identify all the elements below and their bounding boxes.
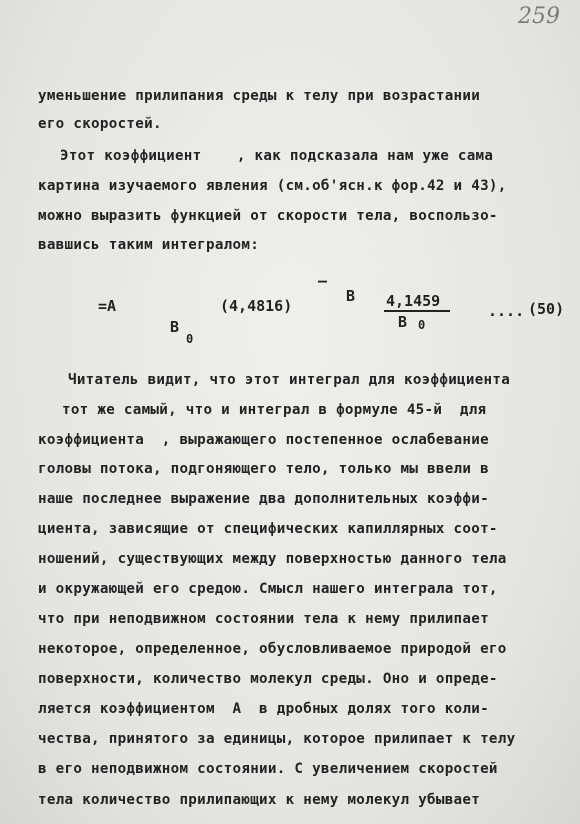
text-line: наше последнее выражение два дополнительных коэффи- (38, 491, 489, 507)
text-line: в его неподвижном состоянии. С увеличением скоростей (38, 761, 498, 777)
formula-argument: (4,4816) (220, 297, 293, 315)
text-line: циента, зависящие от специфических капиллярных соот- (38, 521, 498, 537)
page-number: 259 (518, 4, 560, 29)
text-line: и окружающей его средою. Смысл нашего интеграла тот, (38, 581, 498, 597)
text-line: коэффициента , выражающего постепенное ослабевание (38, 432, 489, 448)
text-line: можно выразить функцией от скорости тела, воспользо- (38, 208, 498, 224)
text-line: ляется коэффициентом A в дробных долях того коли- (38, 701, 489, 717)
text-line: некоторое, определенное, обусловливаемое природой его (38, 641, 507, 657)
text-line: тот же самый, что и интеграл в формуле 45-й для (62, 402, 487, 418)
text-line: Этот коэффициент , как подсказала нам уже сама (60, 148, 494, 164)
text-line: поверхности, количество молекул среды. Оно и опреде- (38, 671, 498, 687)
fraction-bar (384, 310, 450, 312)
text-line: чества, принятого за единицы, которое прилипает к телу (38, 731, 516, 747)
formula-exp-b: B (346, 287, 356, 305)
formula-sub-b: B (170, 318, 180, 336)
text-line: головы потока, подгоняющего тело, только мы ввели в (38, 461, 489, 477)
text-line: уменьшение прилипания среды к телу при возрастании (38, 88, 481, 104)
text-line: картина изучаемого явления (см.об'ясн.к фор.42 и 43), (38, 178, 507, 194)
formula-minus: – (318, 272, 328, 290)
formula-denominator-0: 0 (418, 318, 426, 332)
formula-number: (50) (528, 300, 565, 318)
text-line: его скоростей. (38, 116, 162, 132)
formula-denominator-b: B (398, 313, 408, 331)
formula-sub-0: 0 (186, 332, 194, 346)
text-line: вавшись таким интегралом: (38, 237, 260, 253)
formula-dots: .... (488, 302, 525, 320)
text-line: Читатель видит, что этот интеграл для коэффициента (68, 372, 511, 388)
formula-lhs: =A (98, 297, 117, 315)
text-line: тела количество прилипающих к нему молекул убывает (38, 792, 481, 808)
formula-numerator: 4,1459 (386, 292, 441, 310)
text-line: ношений, существующих между поверхностью данного тела (38, 551, 507, 567)
text-line: что при неподвижном состоянии тела к нему прилипает (38, 611, 489, 627)
